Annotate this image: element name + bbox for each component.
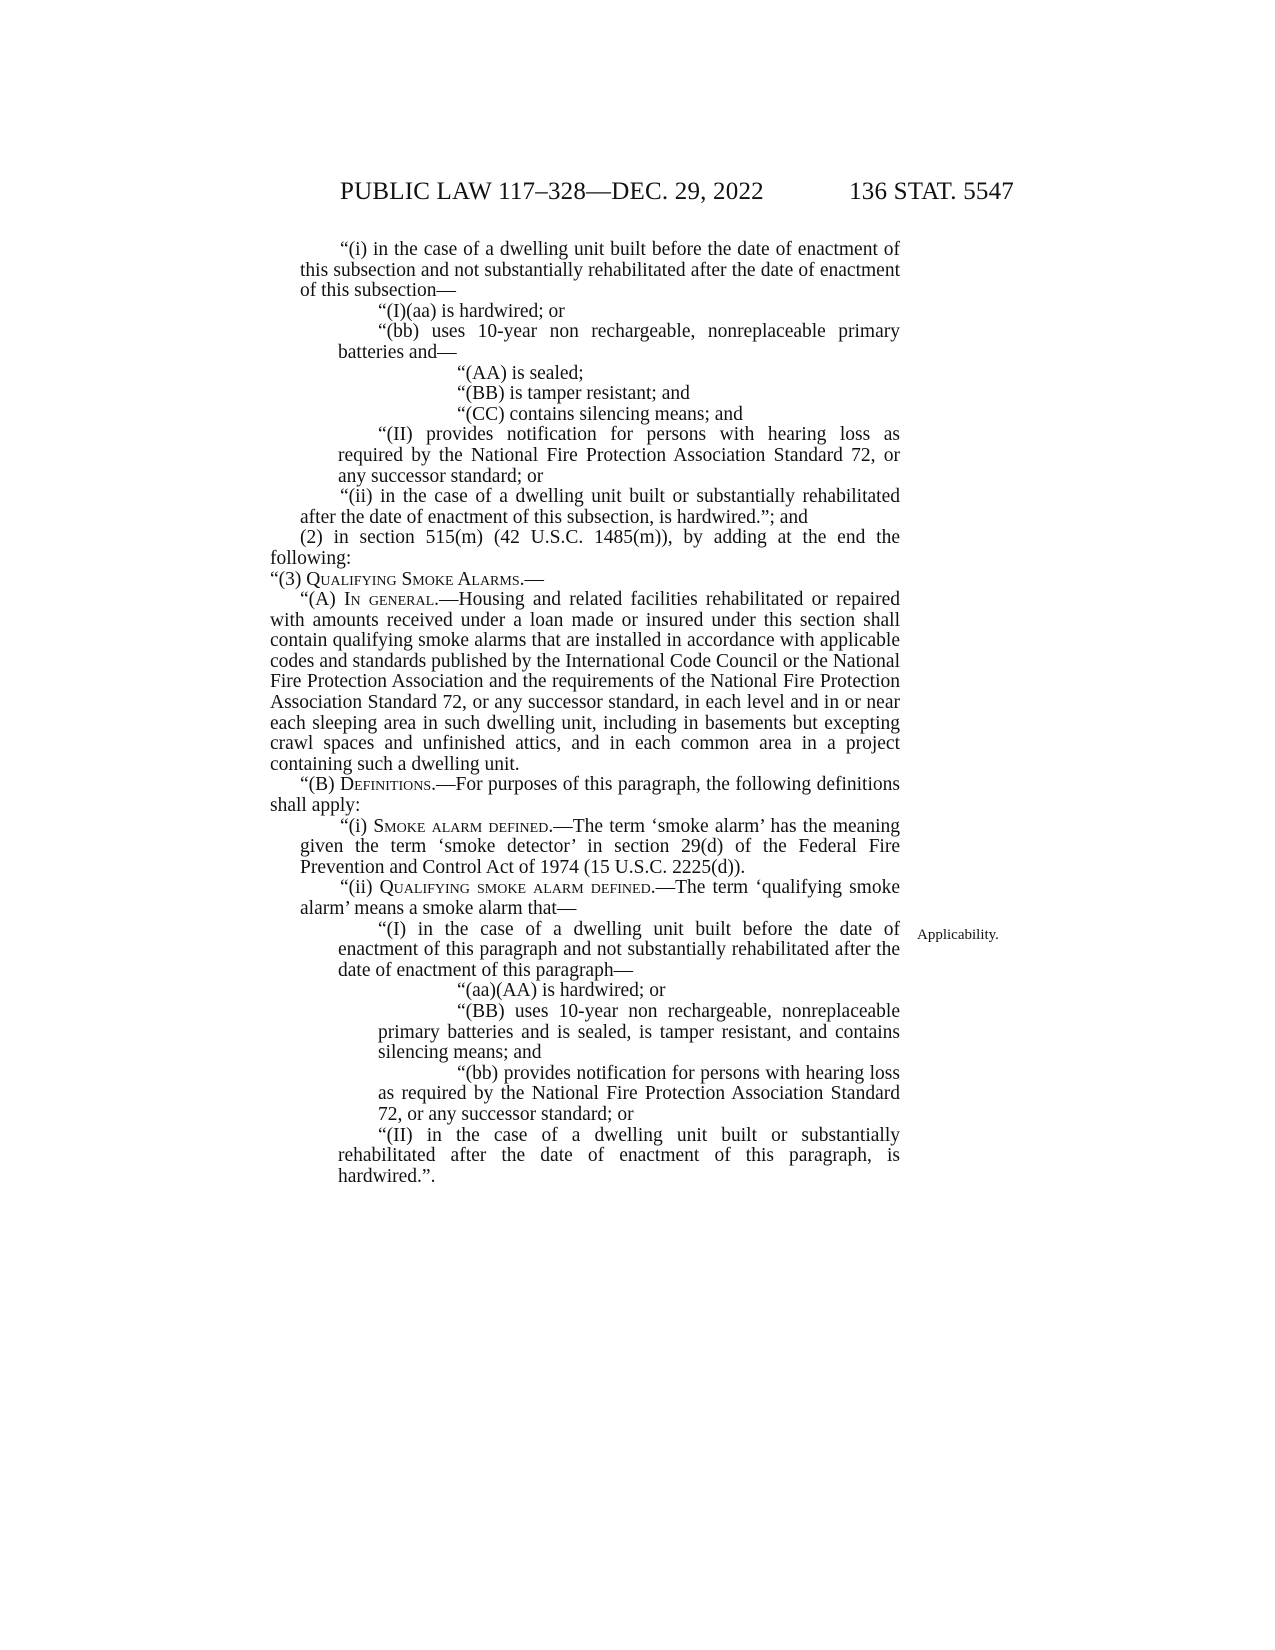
paragraph-text: “(AA) is sealed; (457, 362, 584, 384)
paragraph-text: “(A) (300, 589, 344, 611)
statute-paragraph (270, 384, 900, 405)
statute-paragraph (270, 981, 900, 1002)
paragraph-text: “(aa)(AA) is hardwired; or (457, 980, 666, 1002)
paragraph-text: “(II) provides notification for persons with hearing loss as required by the National Fire Protection Association Standard 72, or any successor standard; or (338, 424, 900, 487)
statute-paragraph (270, 570, 900, 591)
paragraph-text: (2) in section 515(m) (42 U.S.C. 1485(m)), by adding at the end the following: (270, 527, 900, 569)
statute-paragraph (270, 1126, 900, 1188)
paragraph-text: “(bb) uses 10-year non rechargeable, nonreplaceable primary batteries and— (338, 321, 900, 363)
paragraph-heading: In general (343, 589, 435, 611)
page-header (340, 178, 1014, 214)
statute-paragraph (270, 364, 900, 385)
paragraph-text: “(i) in the case of a dwelling unit built before the date of enactment of this subsection and not substantially rehabilitated after the date of enactment of this subsection— (300, 239, 900, 302)
paragraph-text: “(ii) in the case of a dwelling unit built or substantially rehabilitated after the date of enactment of this subsection, is hardwired.”; and (300, 486, 900, 528)
statute-paragraph (270, 405, 900, 426)
statute-paragraph (270, 322, 900, 363)
statute-paragraph (270, 302, 900, 323)
statute-paragraph (270, 1002, 900, 1064)
paragraph-text: “(bb) provides notification for persons with hearing loss as required by the National Fire Protection Association Standard 72, or any successor standard; or (378, 1062, 900, 1125)
margin-note: Applicability. (917, 927, 999, 943)
paragraph-text: “(I)(aa) is hardwired; or (378, 300, 565, 322)
paragraph-text: “(II) in the case of a dwelling unit built or substantially rehabilitated after the date of enactment of this paragraph, is hardwired.”. (338, 1124, 900, 1187)
statute-paragraph (270, 817, 900, 879)
statute-paragraph (270, 487, 900, 528)
statute-paragraph (270, 775, 900, 816)
paragraph-heading: Qualifying Smoke Alarms (306, 568, 520, 590)
paragraph-text: “(BB) uses 10-year non rechargeable, nonreplaceable primary batteries and is sealed, is tamper resistant, and contains silencing means; and (378, 1000, 900, 1064)
statute-paragraph (270, 878, 900, 919)
statute-page-number: 136 STAT. 5547 (849, 178, 1014, 205)
paragraph-text: “(BB) is tamper resistant; and (457, 383, 690, 405)
paragraph-heading: Definitions (340, 774, 432, 796)
paragraph-text: .—For purposes of this paragraph, the following definitions shall apply: (270, 774, 900, 817)
statute-paragraph (270, 240, 900, 302)
paragraph-text: “(CC) contains silencing means; and (457, 403, 743, 425)
paragraph-text: .—Housing and related facilities rehabilitated or repaired with amounts received under a loan made or insured under this section shall contain qualifying smoke alarms that are installed in accordance with applicable codes and standards published by the International Code Council or the National Fire Protection Association and the requirements of the National Fire Protection Association Standard 72, or any successor standard, in each level and in or near each sleeping area in such dwelling unit, including in basements but excepting crawl spaces and unfinished attics, and in each common area in a project containing such a dwelling unit. (270, 589, 900, 775)
statute-body (270, 240, 900, 1187)
statute-paragraph (270, 590, 900, 775)
paragraph-text: .— (519, 568, 545, 590)
paragraph-heading: Qualifying smoke alarm defined (379, 877, 651, 899)
paragraph-text: “(I) in the case of a dwelling unit built before the date of enactment of this paragraph and not substantially rehabilitated after the date of enactment of this paragraph— (338, 918, 900, 981)
paragraph-heading: Smoke alarm defined (373, 815, 549, 837)
statute-paragraph (270, 528, 900, 569)
paragraph-text: .—The term ‘qualifying smoke alarm’ means a smoke alarm that— (300, 877, 901, 919)
running-head-title: PUBLIC LAW 117–328—DEC. 29, 2022 (340, 178, 764, 205)
statute-paragraph (270, 920, 900, 982)
paragraph-text: “(B) (300, 774, 341, 796)
statute-paragraph (270, 425, 900, 487)
paragraph-text: .—The term ‘smoke alarm’ has the meaning given the term ‘smoke detector’ in section 29(d) of the Federal Fire Prevention and Control Act of 1974 (15 U.S.C. 2225(d)). (300, 815, 900, 878)
paragraph-text: “(3) (270, 568, 307, 590)
paragraph-text: “(ii) (340, 877, 380, 899)
paragraph-text: “(i) (340, 815, 374, 837)
statute-paragraph (270, 1064, 900, 1126)
